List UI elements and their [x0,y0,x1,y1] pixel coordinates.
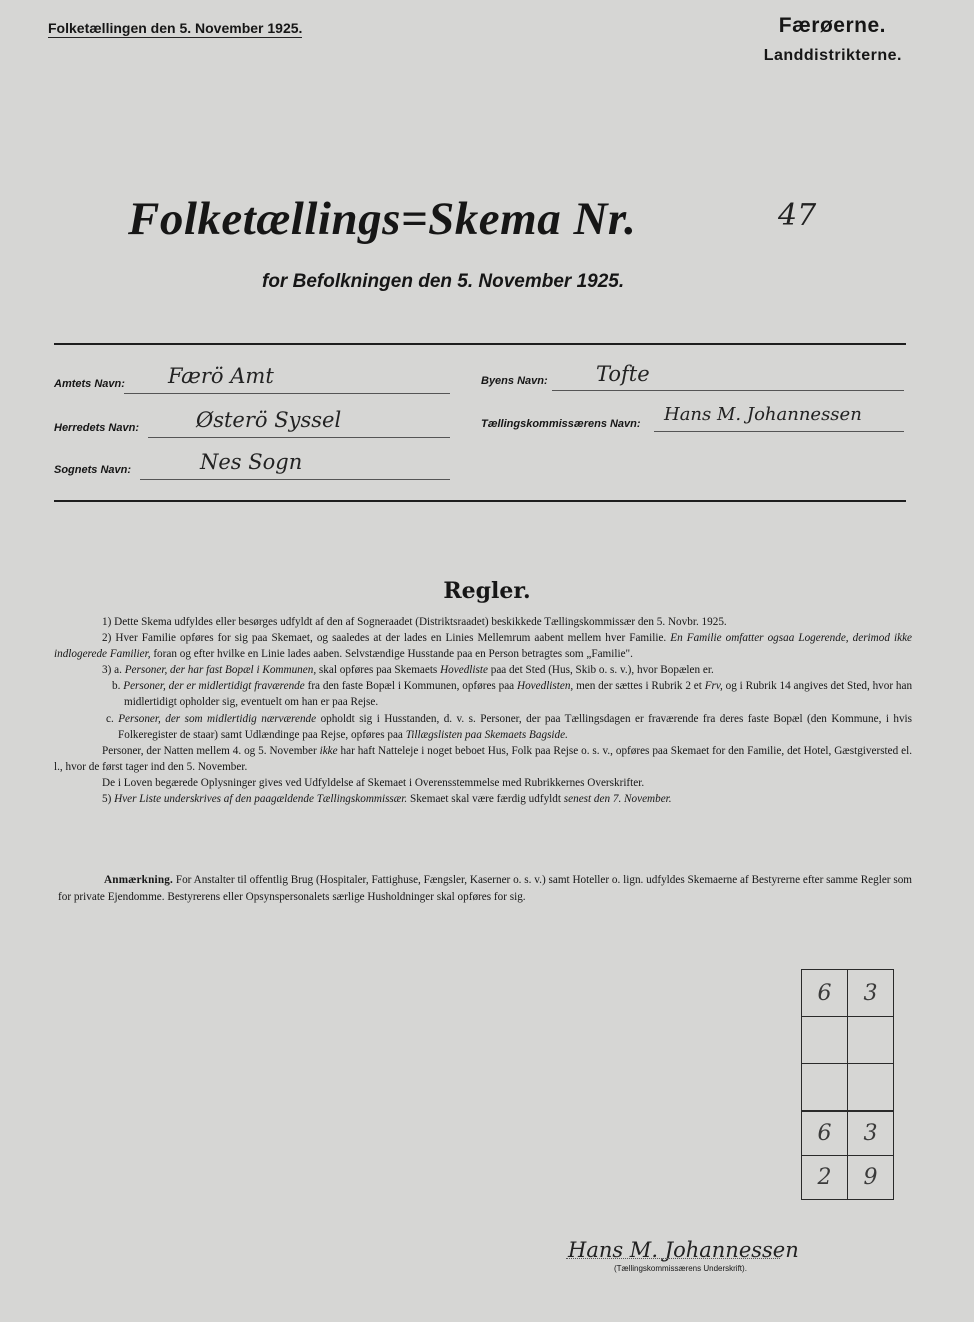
form-number: 47 [778,198,817,233]
region-title: Færøerne. [778,14,886,37]
signature-caption: (Tællingskommissærens Underskrift). [614,1264,747,1273]
tally-table [801,969,894,1200]
tally-total-row [802,1156,894,1200]
sogn-value: Nes Sogn [200,450,303,474]
sogn-line [140,479,450,480]
rule-2: 2) Hver Familie opføres for sig paa Skemaet, og saaledes at der lades en Linies Mellemrum aabent mellem hver Familie. En Familie omfatter ogsaa Logerende, derimod ikke indlogerede Familier, foran og efter hvilke en Linie lades aaben. Selvstændige Husstande paa en Person betragtes som „Familie". [54,632,912,661]
amt-value: Færö Amt [168,364,274,388]
top-divider [54,343,906,345]
census-date-header: Folketællingen den 5. November 1925. [48,20,303,36]
tally-sum-row [802,1111,894,1156]
tally-cell [802,1064,848,1112]
tally-cell: 9 [848,1156,894,1200]
herred-label: Herredets Navn: [54,422,139,434]
region-subtitle: Landdistrikterne. [763,47,902,64]
bottom-divider [54,500,906,502]
rule-5: 5) Hver Liste underskrives af den paagældende Tællingskommissær. Skemaet skal være færdig udfyldt senest den 7. November. [102,793,672,806]
tally-cell: 3 [848,1111,894,1156]
form-subtitle: for Befolkningen den 5. November 1925. [262,271,625,292]
tally-cell: 3 [848,970,894,1017]
rule-3a: 3) a. Personer, der har fast Bopæl i Kommunen, skal opføres paa Skemaets Hovedliste paa det Sted (Hus, Skib o. s. v.), hvor Bopælen er. [102,664,714,677]
amt-line [124,393,450,394]
by-label: Byens Navn: [481,375,548,387]
kommissaer-value: Hans M. Johannessen [664,404,862,425]
remark-text: Anmærkning. For Anstalter til offentlig Brug (Hospitaler, Fattighuse, Fængsler, Kaserner o. s. v.) samt Hoteller o. lign. udfyldes Skemaerne af Bestyrerne efter samme Regler som for private Ejendomme. Bestyrerens eller Opsynspersonalets særlige Husholdninger skal opføres for sig. [58,874,912,903]
tally-cell: 6 [802,1111,848,1156]
rule-3c: c. Personer, der som midlertidig nærværende opholdt sig i Husstanden, d. v. s. Personer, der paa Tællingsdagen er fraværende fra deres faste Bopæl (den Kommune, i hvis Folkeregister de staar) samt Udlændinge paa Rejse, opføres paa Tillægslisten paa Skemaets Bagside. [106,712,913,741]
remark-label: Anmærkning. [104,874,174,886]
rules-text [54,614,912,807]
tally-cell: 6 [802,970,848,1017]
tally-cell [848,1064,894,1112]
by-value: Tofte [596,362,650,386]
kommissaer-label: Tællingskommissærens Navn: [481,418,641,430]
rule-3b: b. Personer, der er midlertidigt fraværende fra den faste Bopæl i Kommunen, opføres paa Hovedlisten, men der sættes i Rubrik 2 et Frv, og i Rubrik 14 angives det Sted, hvor han midlertidigt opholder sig, eventuelt om han er paa Rejse. [112,680,913,709]
tally-cell [802,1017,848,1064]
tally-row [802,1017,894,1064]
herred-line [148,437,450,438]
signature-line [566,1258,780,1259]
herred-value: Østerö Syssel [196,408,342,432]
tally-cell [848,1017,894,1064]
form-title: Folketællings=Skema Nr. [128,193,637,245]
signature: Hans M. Johannessen [568,1238,799,1262]
tally-row [802,1064,894,1112]
tally-cell: 2 [802,1156,848,1200]
tally-row [802,970,894,1017]
rule-4-info: De i Loven begærede Oplysninger gives ved Udfyldelse af Skemaet i Overensstemmelse med Rubrikkernes Overskrifter. [102,776,645,789]
kommissaer-line [654,431,904,432]
rules-heading: Regler. [443,578,531,604]
sogn-label: Sognets Navn: [54,464,132,476]
rule-4: Personer, der Natten mellem 4. og 5. November ikke har haft Natteleje i noget beboet Hus, Folk paa Rejse o. s. v., opføres paa Skemaet for den Familie, det Hotel, Gæstgiversted el. l., hvor de først tager ind den 5. November. [54,744,912,773]
amt-label: Amtets Navn: [54,378,125,390]
rule-1: 1) Dette Skema udfyldes eller besørges udfyldt af den af Sogneraadet (Distriktsraadet) beskikkede Tællingskommissær den 5. Novbr. 1925. [102,616,727,628]
by-line [552,390,904,391]
